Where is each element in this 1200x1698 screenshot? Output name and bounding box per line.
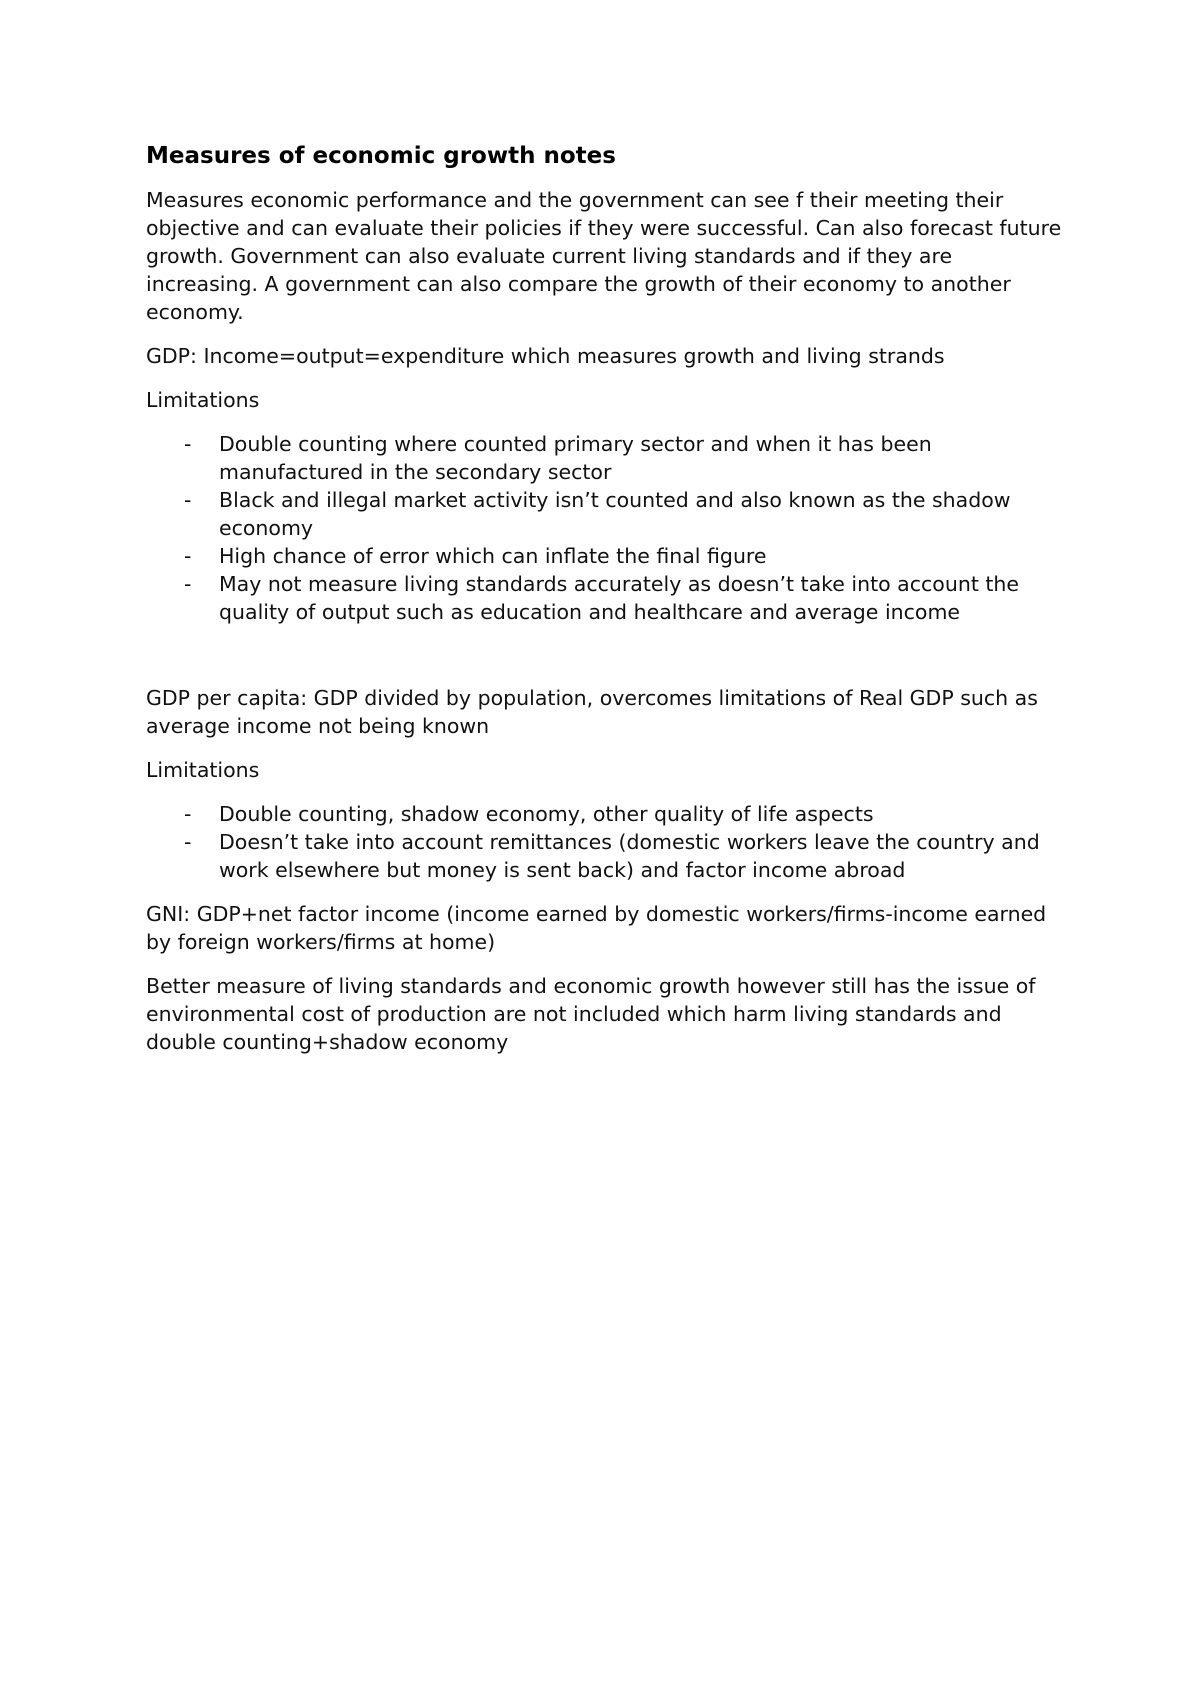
bullet-dash: -	[184, 544, 192, 568]
gni-definition: GNI: GDP+net factor income (income earned by domestic workers/firms-income earned by foreign workers/firms at home)	[146, 902, 1047, 954]
list-item-text: Double counting where counted primary sector and when it has been manufactured in the secondary sector	[219, 432, 932, 484]
blank-space	[146, 642, 1066, 684]
bullet-dash: -	[184, 830, 192, 854]
conclusion-paragraph: Better measure of living standards and economic growth however still has the issue of environmental cost of production are not included which harm living standards and double counting+shadow economy	[146, 974, 1036, 1054]
list-item	[146, 542, 1066, 570]
list-item-text: May not measure living standards accurately as doesn’t take into account the quality of output such as education and healthcare and average income	[219, 572, 1020, 624]
bullet-dash: -	[184, 572, 192, 596]
limitations-heading-gdp: Limitations	[146, 388, 260, 412]
intro-paragraph: Measures economic performance and the government can see f their meeting their objective and can evaluate their policies if they were successful. Can also forecast future growth. Government can also evaluate current living standards and if they are increasing. A government can also compare the growth of their economy to another economy.	[146, 188, 1062, 324]
list-item-text: Doesn’t take into account remittances (domestic workers leave the country and work elsewhere but money is sent back) and factor income abroad	[219, 830, 1040, 882]
list-item	[146, 570, 1066, 626]
gdp-per-capita-limitations-list	[146, 800, 1066, 884]
list-item	[146, 800, 1066, 828]
bullet-dash: -	[184, 488, 192, 512]
bullet-dash: -	[184, 802, 192, 826]
limitations-heading-gdp-per-capita: Limitations	[146, 758, 260, 782]
list-item	[146, 430, 1066, 486]
bullet-dash: -	[184, 432, 192, 456]
list-item	[146, 486, 1066, 542]
gdp-per-capita-definition: GDP per capita: GDP divided by population, overcomes limitations of Real GDP such as average income not being known	[146, 686, 1038, 738]
document-title: Measures of economic growth notes	[146, 143, 616, 169]
list-item	[146, 828, 1066, 884]
list-item-text: Black and illegal market activity isn’t counted and also known as the shadow economy	[219, 488, 1011, 540]
gdp-limitations-list	[146, 430, 1066, 626]
gdp-definition: GDP: Income=output=expenditure which measures growth and living strands	[146, 344, 945, 368]
list-item-text: High chance of error which can inflate the final figure	[219, 544, 767, 568]
document-page	[146, 140, 1066, 1072]
list-item-text: Double counting, shadow economy, other quality of life aspects	[219, 802, 874, 826]
